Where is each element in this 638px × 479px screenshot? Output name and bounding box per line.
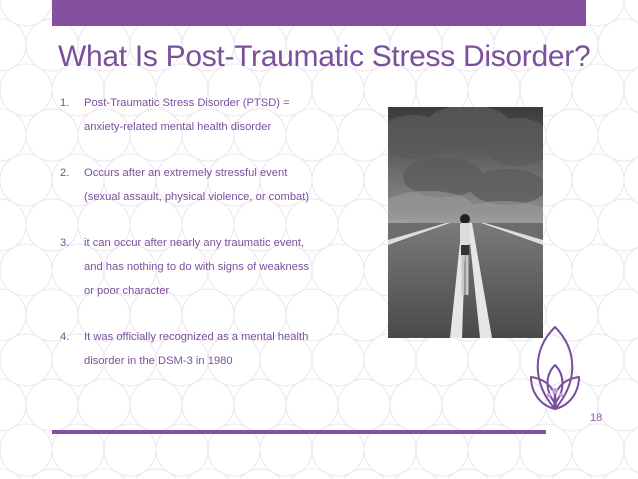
page-number: 18 [590,412,603,424]
list-item [58,326,358,373]
list-item [58,162,358,209]
list-item [58,232,358,303]
slide-title: What Is Post-Traumatic Stress Disorder? [58,40,591,73]
list-item-line: Occurs after an extremely stressful event [84,167,288,180]
list-spacer [58,139,358,162]
list-item-number: 4. [60,331,70,344]
list-item-line: anxiety-related mental health disorder [84,120,272,133]
list-item-number: 3. [60,237,70,250]
list-item-line: and has nothing to do with signs of weakness [84,260,310,273]
list-item-line: It was officially recognized as a mental health [84,331,309,344]
list-item [58,92,358,139]
list-spacer [58,303,358,326]
list-spacer [58,209,358,232]
list-item-line: or poor character [84,284,170,297]
list-item-line: (sexual assault, physical violence, or combat) [84,190,310,203]
list-item-number: 1. [60,97,70,109]
list-item-number: 2. [60,167,70,180]
lotus-flower-logo [525,325,585,417]
list-item-line: Post-Traumatic Stress Disorder (PTSD) = [84,97,290,109]
list-item-line: it can occur after nearly any traumatic event, [84,237,305,250]
bottom-accent-bar [52,430,546,434]
list-item-line: disorder in the DSM-3 in 1980 [84,354,233,367]
woman-on-road-storm-photo [388,107,543,338]
top-accent-bar [52,0,586,26]
ptsd-facts-list [58,92,358,373]
